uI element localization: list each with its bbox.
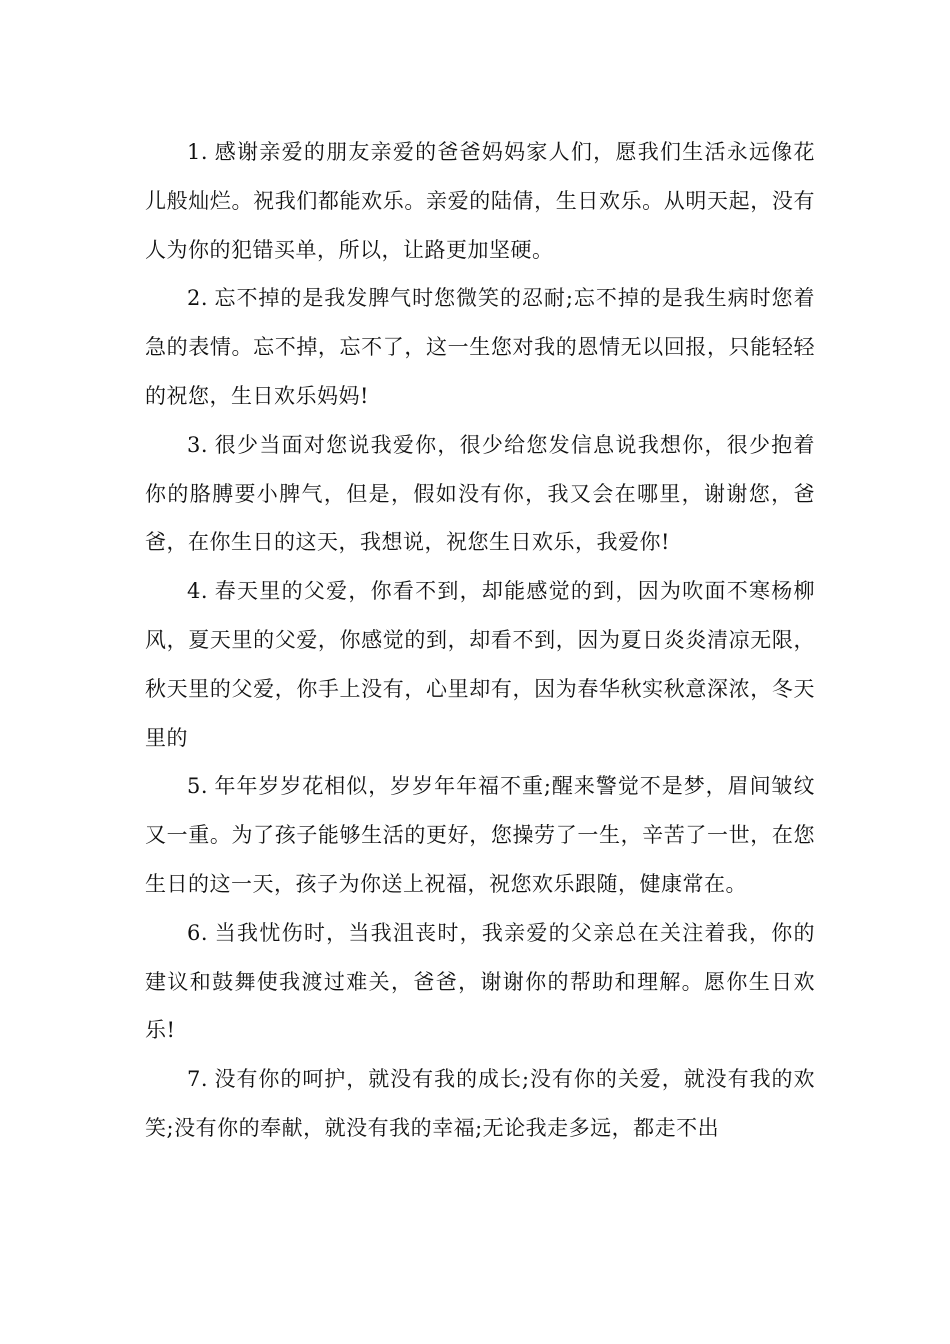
paragraph-text: 感谢亲爱的朋友亲爱的爸爸妈妈家人们，愿我们生活永远像花儿般灿烂。祝我们都能欢乐。亲爱的陆倩，生日欢乐。从明天起，没有人为你的犯错买单，所以，让路更加坚硬。: [145, 140, 815, 262]
paragraph-text: 没有你的呵护，就没有我的成长;没有你的关爱，就没有我的欢笑;没有你的奉献，就没有我的幸福;无论我走多远，都走不出: [145, 1067, 815, 1140]
paragraph-number: 5.: [187, 774, 209, 799]
paragraph-5: [145, 762, 815, 908]
paragraph-number: 2.: [187, 286, 209, 311]
paragraph-number: 1.: [187, 140, 209, 164]
paragraph-number: 6.: [187, 920, 209, 945]
paragraph-number: 4.: [187, 579, 209, 604]
paragraph-7: [145, 1055, 815, 1153]
paragraph-text: 年年岁岁花相似，岁岁年年福不重;醒来警觉不是梦，眉间皱纹又一重。为了孩子能够生活的更好，您操劳了一生，辛苦了一世，在您生日的这一天，孩子为你送上祝福，祝您欢乐跟随，健康常在。: [145, 774, 815, 896]
paragraph-text: 春天里的父爱，你看不到，却能感觉的到，因为吹面不寒杨柳风，夏天里的父爱，你感觉的到，却看不到，因为夏日炎炎清凉无限，秋天里的父爱，你手上没有，心里却有，因为春华秋实秋意深浓，冬天里的: [145, 579, 815, 750]
paragraph-number: 7.: [187, 1067, 209, 1092]
paragraph-1: [145, 128, 815, 274]
document-body: [145, 128, 815, 1153]
paragraph-text: 很少当面对您说我爱你，很少给您发信息说我想你，很少抱着你的胳膊要小脾气，但是，假如没有你，我又会在哪里，谢谢您，爸爸，在你生日的这天，我想说，祝您生日欢乐，我爱你!: [145, 432, 815, 555]
paragraph-2: [145, 274, 815, 420]
paragraph-text: 当我忧伤时，当我沮丧时，我亲爱的父亲总在关注着我，你的建议和鼓舞使我渡过难关，爸爸，谢谢你的帮助和理解。愿你生日欢乐!: [145, 920, 815, 1043]
paragraph-4: [145, 567, 815, 762]
paragraph-3: [145, 421, 815, 567]
paragraph-6: [145, 909, 815, 1055]
paragraph-text: 忘不掉的是我发脾气时您微笑的忍耐;忘不掉的是我生病时您着急的表情。忘不掉，忘不了，这一生您对我的恩情无以回报，只能轻轻的祝您，生日欢乐妈妈!: [145, 286, 815, 408]
paragraph-number: 3.: [187, 432, 209, 457]
